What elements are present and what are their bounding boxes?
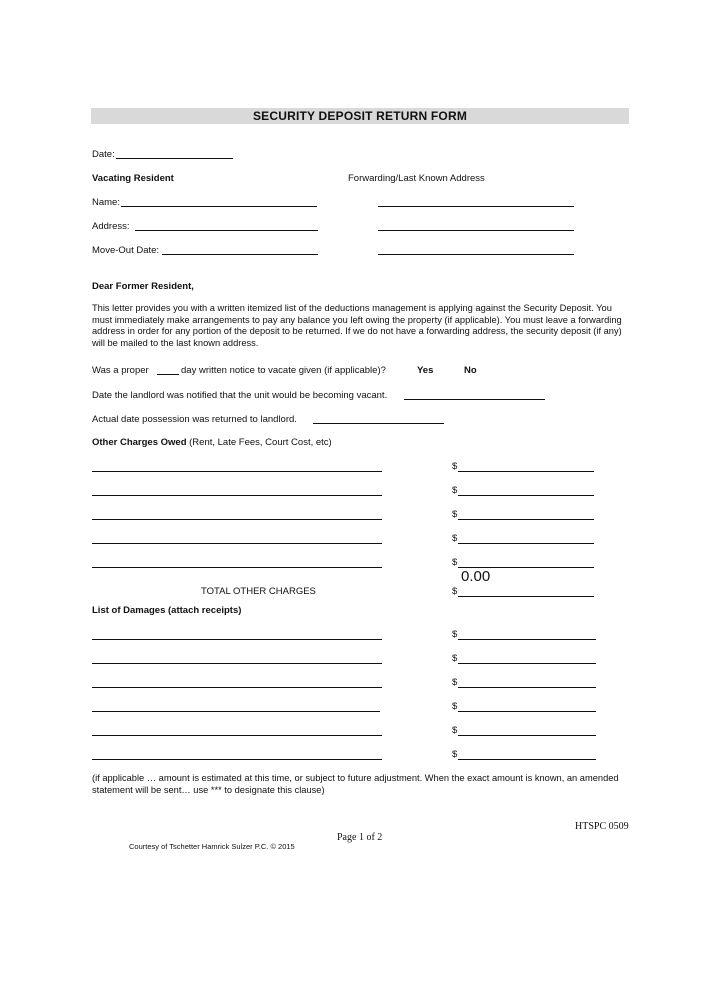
name-field[interactable] [121,206,317,207]
charge-desc-line-3[interactable] [92,519,382,520]
other-charges-heading-wrap [92,437,332,448]
other-charges-subheading: (Rent, Late Fees, Court Cost, etc) [189,437,332,448]
notice-days-field[interactable] [157,374,179,375]
yes-option[interactable]: Yes [417,365,434,376]
vacating-resident-heading: Vacating Resident [92,173,174,184]
dollar-sign: $ [452,509,458,520]
page-title: SECURITY DEPOSIT RETURN FORM [252,109,468,123]
moveout-date-field[interactable] [162,254,318,255]
moveout-label: Move-Out Date: [92,245,160,256]
dollar-sign: $ [452,653,458,664]
forwarding-line-2[interactable] [378,230,574,231]
forwarding-line-3[interactable] [378,254,574,255]
notice-question-a: Was a proper [92,365,149,376]
possession-returned-label: Actual date possession was returned to landlord. [92,414,297,425]
forwarding-address-heading: Forwarding/Last Known Address [348,173,485,184]
charge-desc-line-2[interactable] [92,495,382,496]
form-code: HTSPC 0509 [575,821,629,832]
dollar-sign: $ [452,677,458,688]
damage-amount-line-3[interactable] [458,687,596,688]
dollar-sign: $ [452,749,458,760]
charge-amount-line-1[interactable] [458,471,594,472]
charge-desc-line-4[interactable] [92,543,382,544]
damage-amount-line-1[interactable] [458,639,596,640]
damage-amount-line-6[interactable] [458,759,596,760]
notice-question-b: day written notice to vacate given (if applicable)? [181,365,386,376]
dollar-sign: $ [452,725,458,736]
charge-amount-line-4[interactable] [458,543,594,544]
charge-desc-line-1[interactable] [92,471,382,472]
damage-desc-line-1[interactable] [92,639,382,640]
damage-amount-line-5[interactable] [458,735,596,736]
damage-desc-line-6[interactable] [92,759,382,760]
name-label: Name: [92,197,120,208]
notice-paragraph: This letter provides you with a written itemized list of the deductions management is applying against the Security Deposit. You must immediately make arrangements to pay any balance you left owing the property (if applicable). You must leave a forwarding address in order for any portion of the deposit to be returned. If we do not have a forwarding address, the security deposit (if any) will be mailed to the last known address. [92,303,622,348]
damage-amount-line-2[interactable] [458,663,596,664]
damage-desc-line-3[interactable] [92,687,382,688]
damage-amount-line-4[interactable] [458,711,596,712]
dollar-sign: $ [452,485,458,496]
total-amount-value: 0.00 [461,568,491,585]
damage-desc-line-2[interactable] [92,663,382,664]
dollar-sign: $ [452,701,458,712]
greeting: Dear Former Resident, [92,281,194,292]
dollar-sign: $ [452,461,458,472]
other-charges-heading: Other Charges Owed [92,437,187,448]
page-number: Page 1 of 2 [337,832,383,843]
dollar-sign: $ [452,586,458,597]
address-label: Address: [92,221,130,232]
forwarding-line-1[interactable] [378,206,574,207]
landlord-notified-field[interactable] [404,399,545,400]
charge-desc-line-5[interactable] [92,567,382,568]
dollar-sign: $ [452,533,458,544]
possession-returned-field[interactable] [313,423,444,424]
damage-desc-line-4[interactable] [92,711,380,712]
date-label: Date: [92,149,115,160]
dollar-sign: $ [452,629,458,640]
total-other-charges-label: TOTAL OTHER CHARGES [201,586,316,597]
damages-heading: List of Damages (attach receipts) [92,605,242,616]
charge-amount-line-2[interactable] [458,495,594,496]
damage-desc-line-5[interactable] [92,735,382,736]
charge-amount-line-3[interactable] [458,519,594,520]
address-field[interactable] [135,230,318,231]
no-option[interactable]: No [464,365,477,376]
courtesy-line: Courtesy of Tschetter Hamrick Sulzer P.C. © 2015 [129,842,295,851]
dollar-sign: $ [452,557,458,568]
date-field[interactable] [116,158,233,159]
total-amount-line[interactable] [458,596,594,597]
footnote: (if applicable … amount is estimated at this time, or subject to future adjustment. When the exact amount is known, an amended statement will be sent… use *** to designate this clause) [92,773,619,795]
landlord-notified-label: Date the landlord was notified that the unit would be becoming vacant. [92,390,388,401]
